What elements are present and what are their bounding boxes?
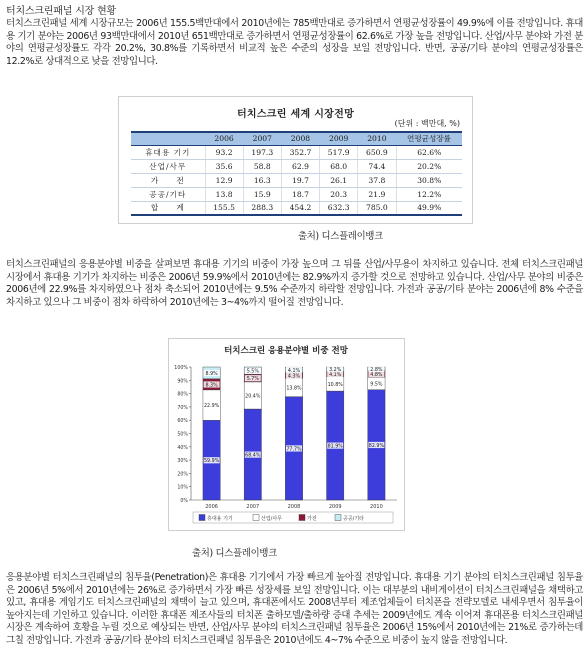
legend-swatch [335,515,341,521]
data-label: 9.5% [370,382,383,388]
table-unit: (단위 : 백만대, %) [394,119,460,128]
x-tick-label: 2007 [246,504,260,510]
table-cell: 74.4 [358,159,396,173]
data-label: 59.9% [203,459,220,465]
legend-swatch [199,515,205,521]
table-header-cell: 2006 [205,132,243,145]
table-row [131,159,462,173]
x-tick-label: 2009 [328,504,342,510]
table-cell: 20.3 [320,187,358,201]
data-label: 2.8% [370,367,383,373]
chart-title: 터치스크린 응용분야별 비중 전망 [224,346,348,356]
table-cell: 62.6% [396,145,462,159]
table-header-cell: 2007 [243,132,281,145]
x-tick-label: 2008 [287,504,301,510]
paragraph-penetration: 응용분야별 터치스크린패널의 침투율(Penetration)은 휴대용 기기에서 가장 빠르게 높아질 전망입니다. 휴대용 기기 분야의 터치스크린패널 침투율은 2006년 5%에서 2010년에는 26%로 증가하면서 가장 빠른 성장세를 보일 전망입니다. 이는 대부분의 내비게이션이 터치스크린패널을 채택하고 있고, 휴대용 게임기도 터치스크린패널의 채택이 늘고 있으며, 휴대폰에서도 2008년부터 제조업체들이 터치폰을 전략모델로 내세우면서 침투율이 높아지는데 기인하고 있습니다. 이러한 휴대폰 제조사들의 터치폰 출하모델/출하량 증대 추세는 2009년에도 계속 이어져 휴대폰용 터치스크린패널 시장은 계속하여 호황을 누릴 것으로 예상되는 반면, 산업/사무 분야의 터치스크린패널 침투율은 2006년 15%에서 2010년에는 21%로 증가하는데 그칠 전망입니다. 가전과 공공/기타 분야의 터치스크린패널 침투율은 2010년에도 4~7% 수준으로 비중이 높지 않을 전망입니다. [6,572,583,646]
table-cell: 62.9 [281,159,319,173]
table-cell: 16.3 [243,173,281,187]
data-label: 10.8% [327,382,343,388]
table-title: 터치스크린 세계 시장전망 [236,109,355,120]
data-label: 4.1% [329,372,342,378]
data-label: 13.8% [286,386,302,392]
table-cell: 12.9 [205,173,243,187]
x-tick-label: 2010 [370,504,383,510]
table-cell: 632.3 [320,201,358,215]
table-cell: 68.0 [320,159,358,173]
table-cell: 35.6 [205,159,243,173]
table-row-label: 공공/기타 [131,187,205,201]
table-row-label: 합 계 [131,201,205,215]
y-tick-label: 50% [177,432,188,438]
table-header-corner [131,132,205,145]
legend-swatch [299,515,305,521]
table-cell: 49.9% [396,201,462,215]
table-cell: 30.8% [396,173,462,187]
data-label: 81.9% [327,444,343,450]
data-label: 8.3% [205,383,218,389]
table-row-label: 휴대용 기기 [131,145,205,159]
table-row-label: 가 전 [131,173,205,187]
table-header-row [131,132,462,145]
table-cell: 155.5 [205,201,243,215]
table-row [131,173,462,187]
data-label: 82.9% [368,443,385,449]
table-row [131,201,462,215]
table-cell: 37.8 [358,173,396,187]
data-label: 68.4% [245,453,261,459]
y-tick-label: 10% [177,485,188,491]
legend-swatch [253,515,259,521]
legend-label: 가전 [307,516,317,522]
y-tick-label: 30% [177,459,188,465]
y-tick-label: 60% [177,419,188,425]
data-label: 4.1% [287,368,301,374]
y-tick-label: 100% [174,366,188,371]
table-cell: 197.3 [243,145,281,159]
table-cell: 15.9 [243,187,281,201]
data-label: 5.5% [246,369,259,375]
table-cell: 19.7 [281,173,319,187]
market-forecast-table [131,131,462,216]
table-cell: 58.8 [243,159,281,173]
paragraph-market-size: 터치스크린패널 세계 시장규모는 2006년 155.5백만대에서 2010년에는 785백만대로 증가하면서 연평균성장률이 49.9%에 이를 전망입니다. 휴대용 기기 분야는 2006년 93백만대에서 2010년 651백만대로 증가하면서 연평균성장률이 62.6%로 가장 높을 전망입니다. 산업/사무 분야와 가전 분야의 연평균성장률도 각각 20.2%, 30.8%를 기록하면서 비교적 높은 수준의 성장을 보일 전망입니다. 반면, 공공/기타 분야의 연평균성장률은 12.2%로 상대적으로 낮을 전망입니다. [6,18,583,67]
data-label: 4.8% [370,372,383,378]
section-heading: 터치스크린패널 시장 현황 [6,6,117,17]
application-share-chart-figure [168,338,405,531]
table-cell: 288.3 [243,201,281,215]
table-cell: 18.7 [281,187,319,201]
table-header-cell: 2009 [320,132,358,145]
y-tick-label: 40% [177,445,188,451]
y-tick-label: 80% [177,392,188,398]
legend-label: 휴대용 기기 [207,516,233,522]
table-cell: 12.2% [396,187,462,201]
table-header-cell: 연평균성장률 [396,132,462,145]
table-cell: 785.0 [358,201,396,215]
data-label: 22.9% [203,404,220,410]
data-label: 3.2% [329,368,342,374]
table-source-caption: 출처) 디스플레이뱅크 [298,231,383,242]
data-label: 20.4% [245,394,261,400]
table-header-cell: 2010 [358,132,396,145]
table-cell: 21.9 [358,187,396,201]
y-tick-label: 20% [177,472,188,478]
table-row-label: 산업/사무 [131,159,205,173]
y-tick-label: 0% [180,499,188,504]
table-row [131,187,462,201]
y-tick-label: 90% [177,379,188,385]
table-cell: 517.9 [320,145,358,159]
data-label: 5.7% [246,377,259,383]
table-cell: 650.9 [358,145,396,159]
market-forecast-table-figure [118,96,473,224]
data-label: 8.9% [205,371,218,377]
legend-label: 산업/사무 [261,516,283,522]
table-header-cell: 2008 [281,132,319,145]
table-cell: 352.7 [281,145,319,159]
data-label: 77.7% [286,447,302,453]
table-cell: 93.2 [205,145,243,159]
table-body [131,145,462,215]
legend-label: 공공/기타 [343,516,365,522]
x-tick-label: 2006 [205,504,218,510]
table-cell: 13.8 [205,187,243,201]
table-cell: 20.2% [396,159,462,173]
table-row [131,145,462,159]
y-tick-label: 70% [177,405,188,411]
data-label: 4.3% [287,374,301,380]
table-cell: 454.2 [281,201,319,215]
table-cell: 26.1 [320,173,358,187]
chart-source-caption: 출처) 디스플레이뱅크 [192,548,277,559]
stacked-bar-chart [169,339,404,530]
paragraph-application-share: 터치스크린패널의 응용분야별 비중을 살펴보면 휴대용 기기의 비중이 가장 높으며 그 뒤를 산업/사무용이 차지하고 있습니다. 전체 터치스크린패널 시장에서 휴대용 기기가 차지하는 비중은 2006년 59.9%에서 2010년에는 82.9%까지 증가할 것으로 전망하고 있습니다. 산업/사무 분야의 비중은 2006년에 22.9%를 차지하였으나 점차 축소되어 2010년에는 9.5% 수준까지 하락할 전망입니다. 가전과 공공/기타 분야는 2006년에 8% 수준을 차지하고 있으나 그 비중이 점차 하락하여 2010년에는 3~4%까지 떨어질 전망입니다. [6,259,583,308]
